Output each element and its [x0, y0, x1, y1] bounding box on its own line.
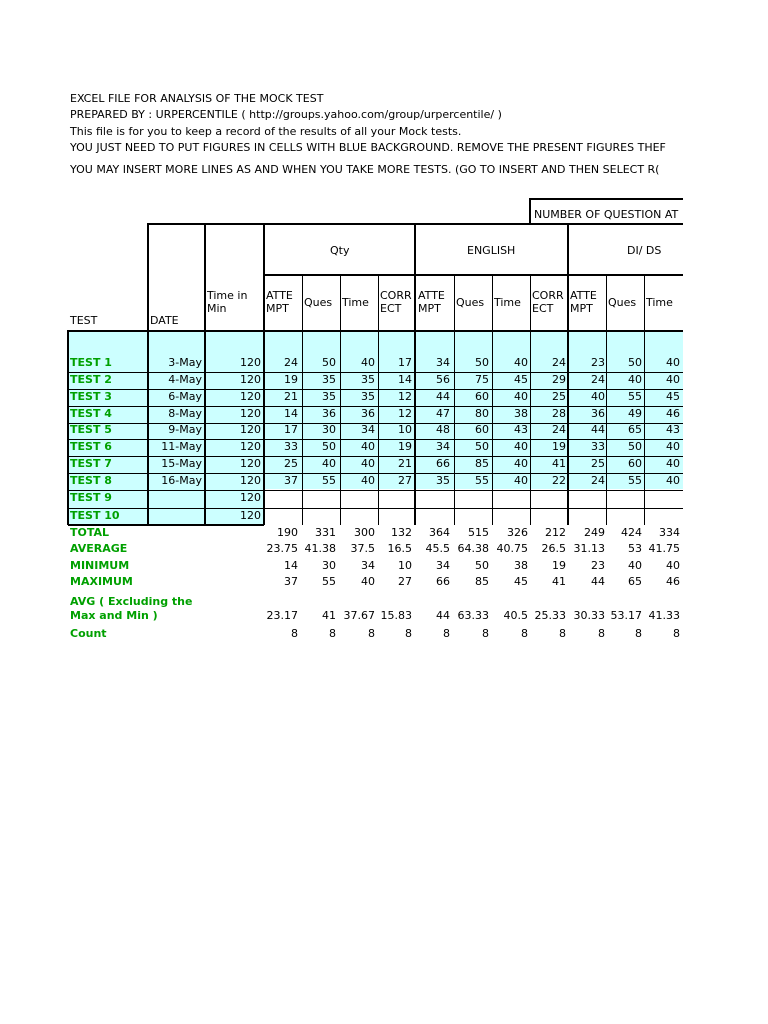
test-label: TEST 1 [70, 356, 112, 369]
score-cell[interactable]: 50 [475, 356, 489, 369]
date-cell[interactable]: 16-May [161, 474, 202, 487]
summary-value: 8 [673, 627, 680, 640]
score-cell[interactable]: 75 [475, 373, 489, 386]
sub-header-attempt: MPT [418, 302, 441, 315]
score-cell[interactable]: 12 [398, 407, 412, 420]
summary-label: MAXIMUM [70, 575, 133, 588]
score-cell[interactable]: 85 [475, 457, 489, 470]
score-cell[interactable]: 25 [284, 457, 298, 470]
sub-header-correct: CORR [532, 289, 564, 302]
summary-label-2: Max and Min ) [70, 609, 158, 622]
date-cell[interactable]: 9-May [168, 423, 202, 436]
sub-header-ques: Ques [304, 296, 333, 309]
time-cell[interactable]: 120 [240, 407, 261, 420]
sub-header-correct: ECT [380, 302, 402, 315]
score-cell[interactable]: 45 [666, 390, 680, 403]
summary-value: 34 [361, 559, 375, 572]
sub-header-time: Time [646, 296, 673, 309]
time-cell[interactable]: 120 [240, 440, 261, 453]
score-cell[interactable]: 40 [361, 474, 375, 487]
time-cell[interactable]: 120 [240, 356, 261, 369]
summary-value: 41 [322, 609, 336, 622]
sub-header-attempt: MPT [266, 302, 289, 315]
summary-value: 46 [666, 575, 680, 588]
summary-value: 44 [591, 575, 605, 588]
summary-value: 249 [584, 526, 605, 539]
score-cell[interactable]: 40 [514, 390, 528, 403]
score-cell[interactable]: 66 [436, 457, 450, 470]
summary-value: 37 [284, 575, 298, 588]
score-cell[interactable]: 56 [436, 373, 450, 386]
score-cell[interactable]: 14 [284, 407, 298, 420]
summary-value: 364 [429, 526, 450, 539]
banner-border [529, 198, 683, 200]
score-cell[interactable]: 40 [514, 457, 528, 470]
summary-value: 34 [436, 559, 450, 572]
summary-value: 45.5 [425, 542, 450, 555]
score-cell[interactable]: 38 [514, 407, 528, 420]
score-cell[interactable]: 49 [628, 407, 642, 420]
summary-value: 27 [398, 575, 412, 588]
score-cell[interactable]: 50 [628, 440, 642, 453]
summary-value: 25.33 [534, 609, 566, 622]
score-cell[interactable]: 33 [591, 440, 605, 453]
banner-title: NUMBER OF QUESTION AT [534, 208, 679, 221]
score-cell[interactable]: 55 [628, 390, 642, 403]
summary-value: 50 [475, 559, 489, 572]
score-cell[interactable]: 60 [628, 457, 642, 470]
score-cell[interactable]: 55 [322, 474, 336, 487]
sub-header-correct: ECT [532, 302, 554, 315]
date-cell[interactable]: 3-May [168, 356, 202, 369]
score-cell[interactable]: 41 [552, 457, 566, 470]
sub-header-time: Time [342, 296, 369, 309]
score-cell[interactable]: 35 [361, 373, 375, 386]
test-label: TEST 10 [70, 509, 120, 522]
intro-prepared-by: PREPARED BY : URPERCENTILE ( http://groups.yahoo.com/group/urpercentile/ ) [70, 108, 502, 121]
section-qty: Qty [330, 244, 350, 257]
row-divider [68, 508, 683, 509]
summary-label: MINIMUM [70, 559, 130, 572]
test-label: TEST 4 [70, 407, 112, 420]
header-test: TEST [70, 314, 98, 327]
summary-label: TOTAL [70, 526, 110, 539]
test-label: TEST 8 [70, 474, 112, 487]
summary-value: 65 [628, 575, 642, 588]
intro-insert-note: YOU MAY INSERT MORE LINES AS AND WHEN YOU TAKE MORE TESTS. (GO TO INSERT AND THEN SELECT R( [70, 163, 660, 176]
test-label: TEST 9 [70, 491, 112, 504]
sub-header-attempt: ATTE [266, 289, 293, 302]
summary-value: 331 [315, 526, 336, 539]
score-cell[interactable]: 40 [514, 440, 528, 453]
summary-value: 8 [405, 627, 412, 640]
summary-value: 26.5 [541, 542, 566, 555]
score-cell[interactable]: 17 [398, 356, 412, 369]
score-cell[interactable]: 36 [361, 407, 375, 420]
header-bottom-border [68, 330, 683, 332]
sub-header-attempt: ATTE [418, 289, 445, 302]
score-cell[interactable]: 12 [398, 390, 412, 403]
summary-value: 132 [391, 526, 412, 539]
test-label: TEST 5 [70, 423, 112, 436]
row-divider [68, 490, 683, 491]
summary-value: 8 [598, 627, 605, 640]
summary-value: 41.33 [648, 609, 680, 622]
score-cell[interactable]: 23 [591, 356, 605, 369]
score-cell[interactable]: 44 [436, 390, 450, 403]
summary-value: 8 [559, 627, 566, 640]
summary-value: 37.5 [350, 542, 375, 555]
summary-value: 212 [545, 526, 566, 539]
summary-value: 40 [628, 559, 642, 572]
score-cell[interactable]: 36 [322, 407, 336, 420]
section-dids: DI/ DS [627, 244, 662, 257]
summary-value: 23.75 [266, 542, 298, 555]
score-cell[interactable]: 24 [591, 373, 605, 386]
summary-value: 8 [521, 627, 528, 640]
score-cell[interactable]: 45 [514, 373, 528, 386]
score-cell[interactable]: 35 [322, 373, 336, 386]
summary-value: 326 [507, 526, 528, 539]
score-cell[interactable]: 48 [436, 423, 450, 436]
score-cell[interactable]: 55 [628, 474, 642, 487]
score-cell[interactable]: 24 [284, 356, 298, 369]
summary-value: 8 [329, 627, 336, 640]
score-cell[interactable]: 40 [591, 390, 605, 403]
score-cell[interactable]: 19 [284, 373, 298, 386]
summary-value: 8 [635, 627, 642, 640]
score-cell[interactable]: 44 [591, 423, 605, 436]
score-cell[interactable]: 25 [552, 390, 566, 403]
time-cell[interactable]: 120 [240, 390, 261, 403]
score-cell[interactable]: 30 [322, 423, 336, 436]
score-cell[interactable]: 50 [475, 440, 489, 453]
section-english: ENGLISH [467, 244, 516, 257]
score-cell[interactable]: 28 [552, 407, 566, 420]
test-label: TEST 6 [70, 440, 112, 453]
summary-value: 37.67 [343, 609, 375, 622]
summary-value: 8 [368, 627, 375, 640]
summary-label: Count [70, 627, 107, 640]
score-cell[interactable]: 65 [628, 423, 642, 436]
summary-value: 63.33 [457, 609, 489, 622]
score-cell[interactable]: 33 [284, 440, 298, 453]
score-cell[interactable]: 25 [591, 457, 605, 470]
score-cell[interactable]: 40 [361, 440, 375, 453]
summary-value: 8 [482, 627, 489, 640]
summary-value: 64.38 [457, 542, 489, 555]
score-cell[interactable]: 37 [284, 474, 298, 487]
time-cell[interactable]: 120 [240, 423, 261, 436]
score-cell[interactable]: 10 [398, 423, 412, 436]
score-cell[interactable]: 40 [514, 474, 528, 487]
summary-value: 190 [277, 526, 298, 539]
date-cell[interactable]: 4-May [168, 373, 202, 386]
summary-value: 31.13 [573, 542, 605, 555]
summary-value: 66 [436, 575, 450, 588]
time-cell[interactable]: 120 [240, 491, 261, 504]
summary-value: 53.17 [610, 609, 642, 622]
test-left-border [67, 330, 69, 525]
summary-value: 44 [436, 609, 450, 622]
score-cell[interactable]: 43 [666, 423, 680, 436]
score-cell[interactable]: 21 [284, 390, 298, 403]
score-cell[interactable]: 40 [666, 474, 680, 487]
date-cell[interactable]: 11-May [161, 440, 202, 453]
sub-header-ques: Ques [608, 296, 637, 309]
score-cell[interactable]: 35 [322, 390, 336, 403]
summary-value: 8 [443, 627, 450, 640]
sub-header-attempt: MPT [570, 302, 593, 315]
summary-value: 15.83 [380, 609, 412, 622]
score-cell[interactable]: 40 [361, 457, 375, 470]
time-cell[interactable]: 120 [240, 457, 261, 470]
score-cell[interactable]: 19 [398, 440, 412, 453]
summary-value: 14 [284, 559, 298, 572]
score-cell[interactable]: 19 [552, 440, 566, 453]
summary-label: AVERAGE [70, 542, 128, 555]
score-cell[interactable]: 47 [436, 407, 450, 420]
score-cell[interactable]: 40 [361, 356, 375, 369]
summary-value: 10 [398, 559, 412, 572]
score-cell[interactable]: 50 [322, 356, 336, 369]
header-min: Min [207, 302, 227, 315]
date-cell[interactable]: 8-May [168, 407, 202, 420]
summary-value: 45 [514, 575, 528, 588]
test-label: TEST 2 [70, 373, 112, 386]
score-cell[interactable]: 60 [475, 390, 489, 403]
summary-value: 85 [475, 575, 489, 588]
score-cell[interactable]: 36 [591, 407, 605, 420]
date-left-border [147, 223, 149, 525]
score-cell[interactable]: 34 [436, 440, 450, 453]
summary-value: 40 [666, 559, 680, 572]
score-cell[interactable]: 24 [591, 474, 605, 487]
score-cell[interactable]: 40 [666, 440, 680, 453]
score-cell[interactable]: 17 [284, 423, 298, 436]
score-cell[interactable]: 80 [475, 407, 489, 420]
score-cell[interactable]: 60 [475, 423, 489, 436]
summary-value: 19 [552, 559, 566, 572]
summary-value: 41.38 [304, 542, 336, 555]
date-cell[interactable]: 6-May [168, 390, 202, 403]
sub-header-correct: CORR [380, 289, 412, 302]
summary-label: AVG ( Excluding the [70, 595, 193, 608]
summary-value: 30.33 [573, 609, 605, 622]
summary-value: 23.17 [266, 609, 298, 622]
banner-border-left [529, 198, 531, 225]
summary-value: 8 [291, 627, 298, 640]
score-cell[interactable]: 29 [552, 373, 566, 386]
score-cell[interactable]: 35 [361, 390, 375, 403]
score-cell[interactable]: 43 [514, 423, 528, 436]
score-cell[interactable]: 22 [552, 474, 566, 487]
summary-value: 300 [354, 526, 375, 539]
sub-header-ques: Ques [456, 296, 485, 309]
test-label: TEST 7 [70, 457, 112, 470]
test-label: TEST 3 [70, 390, 112, 403]
summary-value: 515 [468, 526, 489, 539]
score-cell[interactable]: 40 [628, 373, 642, 386]
score-cell[interactable]: 35 [436, 474, 450, 487]
summary-value: 334 [659, 526, 680, 539]
score-cell[interactable]: 40 [666, 356, 680, 369]
intro-title: EXCEL FILE FOR ANALYSIS OF THE MOCK TEST [70, 92, 324, 105]
time-cell[interactable]: 120 [240, 474, 261, 487]
summary-value: 41 [552, 575, 566, 588]
intro-purpose: This file is for you to keep a record of the results of all your Mock tests. [70, 125, 462, 138]
section-bottom-border [264, 274, 683, 276]
header-time-in: Time in [207, 289, 248, 302]
summary-value: 40.5 [503, 609, 528, 622]
score-cell[interactable]: 14 [398, 373, 412, 386]
summary-value: 40.75 [496, 542, 528, 555]
score-cell[interactable]: 40 [514, 356, 528, 369]
time-cell[interactable]: 120 [240, 509, 261, 522]
summary-value: 30 [322, 559, 336, 572]
score-cell[interactable]: 21 [398, 457, 412, 470]
score-cell[interactable]: 40 [666, 373, 680, 386]
summary-value: 16.5 [387, 542, 412, 555]
score-cell[interactable]: 34 [436, 356, 450, 369]
summary-value: 53 [628, 542, 642, 555]
intro-instruction: YOU JUST NEED TO PUT FIGURES IN CELLS WITH BLUE BACKGROUND. REMOVE THE PRESENT FIGURES THEF [70, 141, 666, 154]
score-cell[interactable]: 50 [628, 356, 642, 369]
score-cell[interactable]: 50 [322, 440, 336, 453]
summary-value: 40 [361, 575, 375, 588]
score-cell[interactable]: 24 [552, 356, 566, 369]
score-cell[interactable]: 24 [552, 423, 566, 436]
score-cell[interactable]: 55 [475, 474, 489, 487]
date-cell[interactable]: 15-May [161, 457, 202, 470]
score-cell[interactable]: 46 [666, 407, 680, 420]
score-cell[interactable]: 34 [361, 423, 375, 436]
time-cell[interactable]: 120 [240, 373, 261, 386]
score-cell[interactable]: 40 [666, 457, 680, 470]
summary-value: 38 [514, 559, 528, 572]
sub-header-attempt: ATTE [570, 289, 597, 302]
summary-value: 55 [322, 575, 336, 588]
header-date: DATE [150, 314, 179, 327]
sub-header-time: Time [494, 296, 521, 309]
score-cell[interactable]: 27 [398, 474, 412, 487]
summary-value: 41.75 [648, 542, 680, 555]
summary-value: 424 [621, 526, 642, 539]
summary-value: 23 [591, 559, 605, 572]
score-cell[interactable]: 40 [322, 457, 336, 470]
